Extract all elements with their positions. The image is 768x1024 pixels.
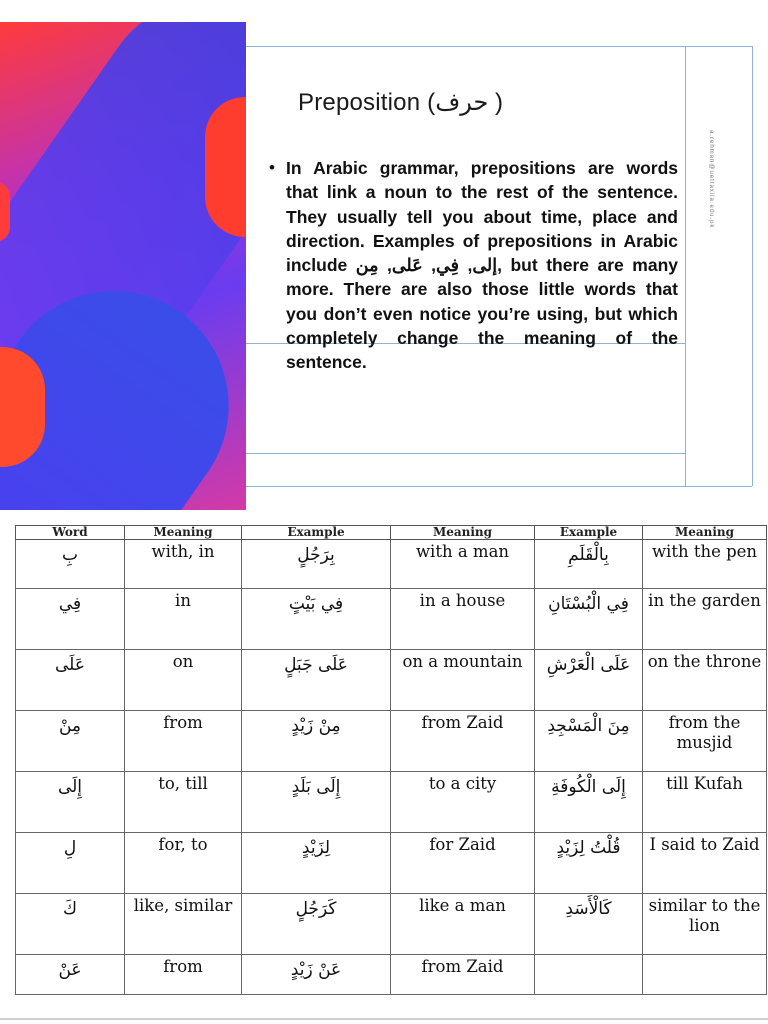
meaning-cell: I said to Zaid [643,833,767,894]
example-cell: مِنْ زَيْدٍ [242,711,391,772]
table-row [16,894,767,955]
prepositions-table [15,525,767,995]
meaning-cell [643,955,767,995]
meaning-cell: with, in [125,540,242,589]
word-cell: عَلَى [16,650,125,711]
meaning-cell: like, similar [125,894,242,955]
table-row [16,589,767,650]
meaning-cell: for, to [125,833,242,894]
example-cell: عَنْ زَيْدٍ [242,955,391,995]
meaning-cell: to a city [391,772,535,833]
slide-body-text: In Arabic grammar, prepositions are words that link a noun to the rest of the sentence. They usually tell you about time, place and direction. Examples of prepositions in Arabic include إلى, فِي, عَلى, مِن, but there are many more. There are also those little words that you don’t even notice you’re using, but which completely change the meaning of the sentence. [286,158,678,373]
header-example: Example [242,526,391,540]
example-cell: قُلْتُ لِزَيْدٍ [535,833,643,894]
example-cell: بِالْقَلَمِ [535,540,643,589]
meaning-cell: from Zaid [391,955,535,995]
example-cell: إِلَى الْكُوفَةِ [535,772,643,833]
example-cell: عَلَى الْعَرْشِ [535,650,643,711]
example-cell: فِي بَيْتٍ [242,589,391,650]
frame-line-vertical-outer [752,46,753,486]
table-row [16,833,767,894]
frame-line-vertical-inner [685,46,686,486]
slide [0,0,768,510]
meaning-cell: like a man [391,894,535,955]
word-cell: مِنْ [16,711,125,772]
slide-title: Preposition (حرف ) [298,89,504,116]
example-cell: فِي الْبُسْتَانِ [535,589,643,650]
meaning-cell: similar to the lion [643,894,767,955]
word-cell: كَ [16,894,125,955]
meaning-cell: from [125,955,242,995]
example-cell: مِنَ الْمَسْجِدِ [535,711,643,772]
header-word: Word [16,526,125,540]
meaning-cell: from the musjid [643,711,767,772]
frame-line-lower [246,453,686,454]
frame-line-bottom [246,486,752,487]
word-cell: لِ [16,833,125,894]
meaning-cell: on [125,650,242,711]
header-example: Example [535,526,643,540]
table-row [16,540,767,589]
example-cell: عَلَى جَبَلٍ [242,650,391,711]
meaning-cell: in [125,589,242,650]
meaning-cell: with a man [391,540,535,589]
table-row [16,772,767,833]
example-cell: إِلَى بَلَدٍ [242,772,391,833]
meaning-cell: till Kufah [643,772,767,833]
side-email-text: a.rehman@uettaxila.edu.pk [708,130,714,229]
example-cell: لِزَيْدٍ [242,833,391,894]
header-meaning: Meaning [643,526,767,540]
meaning-cell: on a mountain [391,650,535,711]
meaning-cell: on the throne [643,650,767,711]
example-cell: كَرَجُلٍ [242,894,391,955]
decorative-gradient-art [0,22,246,510]
example-cell: بِرَجُلٍ [242,540,391,589]
header-meaning: Meaning [391,526,535,540]
example-cell: كَالْأَسَدِ [535,894,643,955]
meaning-cell: in the garden [643,589,767,650]
table-row [16,650,767,711]
bottom-divider [0,1018,768,1020]
table-row [16,955,767,995]
bullet-marker: • [269,158,275,177]
meaning-cell: in a house [391,589,535,650]
word-cell: بِ [16,540,125,589]
table-row [16,711,767,772]
example-cell [535,955,643,995]
decorative-pill-red-right [205,97,246,237]
word-cell: فِي [16,589,125,650]
meaning-cell: with the pen [643,540,767,589]
frame-line-top [246,46,752,47]
meaning-cell: to, till [125,772,242,833]
meaning-cell: for Zaid [391,833,535,894]
meaning-cell: from Zaid [391,711,535,772]
decorative-pill-red-corner [0,182,10,242]
table-header-row [16,526,767,540]
word-cell: إِلَى [16,772,125,833]
meaning-cell: from [125,711,242,772]
word-cell: عَنْ [16,955,125,995]
header-meaning: Meaning [125,526,242,540]
